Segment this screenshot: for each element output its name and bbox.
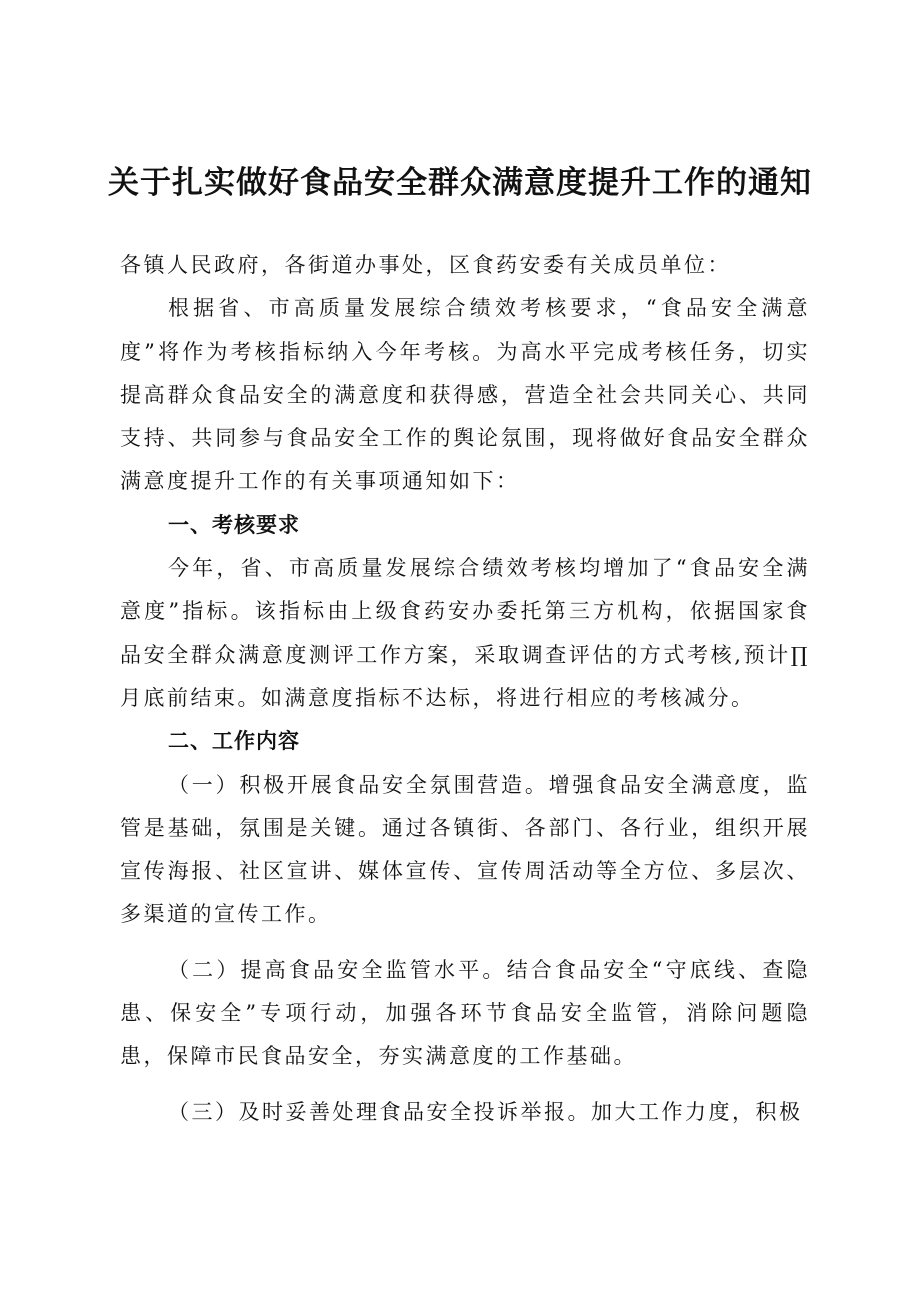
- work-item-3: （三）及时妥善处理食品安全投诉举报。加大工作力度，积极: [168, 1099, 803, 1124]
- assessment-paragraph: 今年，省、市高质量发展综合绩效考核均增加了“食品安全满意度”指标。该指标由上级食药安办委托第三方机构，依据国家食品安全群众满意度测评工作方案，采取调查评估的方式考核,预计∏月底前结束。如满意度指标不达标，将进行相应的考核减分。: [120, 556, 810, 710]
- work-item-2: （二）提高食品安全监管水平。结合食品安全“守底线、查隐患、保安全”专项行动，加强各环节食品安全监管，消除问题隐患，保障市民食品安全，夯实满意度的工作基础。: [120, 957, 810, 1069]
- section-heading-work-content: 二、工作内容: [168, 729, 300, 754]
- salutation: 各镇人民政府，各街道办事处，区食药安委有关成员单位：: [120, 253, 731, 277]
- document-body: [120, 244, 810, 1134]
- document-title: 关于扎实做好食品安全群众满意度提升工作的通知: [108, 165, 812, 201]
- section-heading-assessment: 一、考核要求: [168, 512, 300, 537]
- work-item-1: （一）积极开展食品安全氛围营造。增强食品安全满意度，监管是基础，氛围是关键。通过各镇街、各部门、各行业，组织开展宣传海报、社区宣讲、媒体宣传、宣传周活动等全方位、多层次、多渠道的宣传工作。: [120, 772, 810, 927]
- intro-paragraph: 根据省、市高质量发展综合绩效考核要求，“食品安全满意度”将作为考核指标纳入今年考核。为高水平完成考核任务，切实提高群众食品安全的满意度和获得感，营造全社会共同关心、共同支持、共同参与食品安全工作的舆论氛围，现将做好食品安全群众满意度提升工作的有关事项通知如下：: [120, 296, 810, 494]
